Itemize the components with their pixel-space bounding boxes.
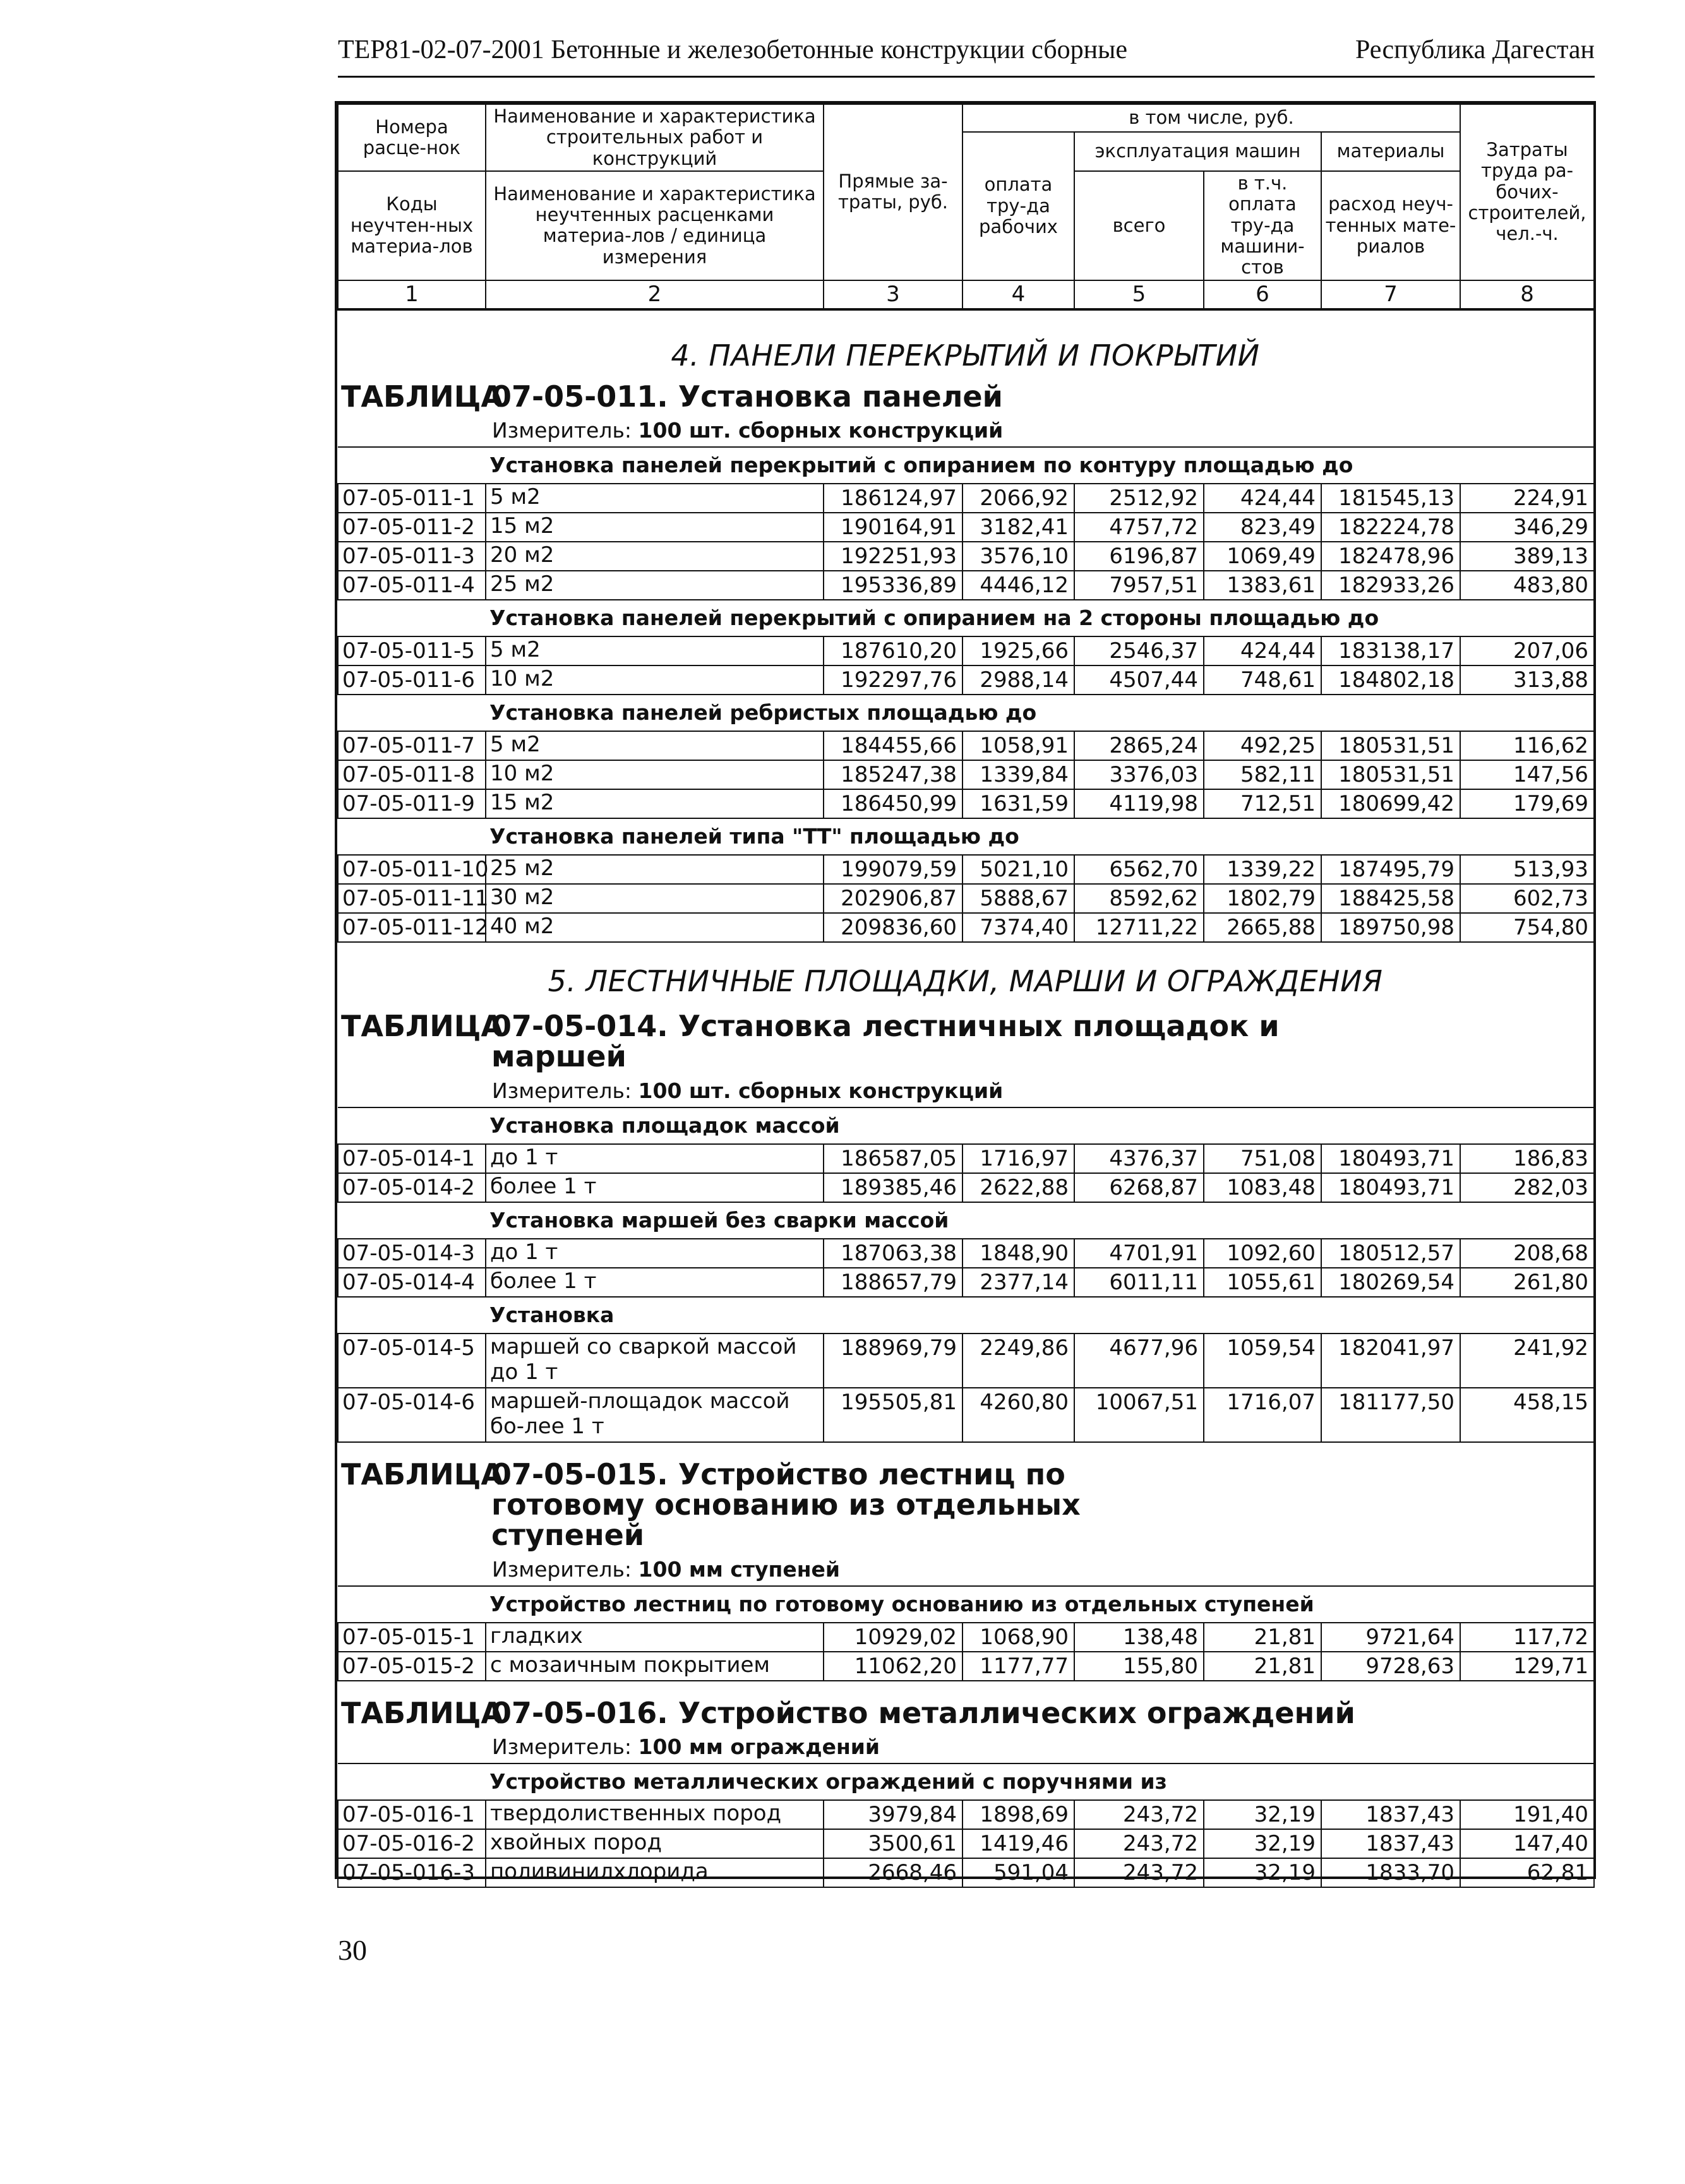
group-title: Установка панелей перекрытий с опиранием по контуру площадью до <box>486 447 1594 484</box>
materials-cost: 182224,78 <box>1321 513 1460 542</box>
machines-total: 3376,03 <box>1074 760 1204 789</box>
materials-cost: 188425,58 <box>1321 884 1460 913</box>
work-description: 5 м2 <box>486 636 824 665</box>
table-title <box>337 1011 1593 1072</box>
labor-hours: 147,56 <box>1460 760 1594 789</box>
column-number: 1 <box>338 280 486 309</box>
work-description: гладких <box>486 1623 824 1652</box>
col-materials-header: материалы <box>1321 132 1460 171</box>
col-unaccounted-materials-header: расход неуч-тенных мате-риалов <box>1321 171 1460 280</box>
direct-costs: 3500,61 <box>824 1829 962 1858</box>
labor-hours: 186,83 <box>1460 1144 1594 1173</box>
work-description: с мозаичным покрытием <box>486 1652 824 1681</box>
operator-wages: 1383,61 <box>1204 571 1321 600</box>
machines-total: 8592,62 <box>1074 884 1204 913</box>
materials-cost: 180269,54 <box>1321 1268 1460 1297</box>
table-row <box>338 484 1594 513</box>
work-description: маршей со сваркой массой до 1 т <box>486 1334 824 1388</box>
column-number: 2 <box>486 280 824 309</box>
operator-wages: 21,81 <box>1204 1652 1321 1681</box>
machines-total: 243,72 <box>1074 1858 1204 1887</box>
materials-cost: 183138,17 <box>1321 636 1460 665</box>
machines-total: 4507,44 <box>1074 665 1204 695</box>
direct-costs: 11062,20 <box>824 1652 962 1681</box>
rate-code: 07-05-011-11 <box>338 884 486 913</box>
machines-total: 4701,91 <box>1074 1239 1204 1268</box>
worker-wages: 1419,46 <box>962 1829 1074 1858</box>
worker-wages: 4446,12 <box>962 571 1074 600</box>
table-row <box>338 1144 1594 1173</box>
operator-wages: 2665,88 <box>1204 913 1321 942</box>
work-description: 10 м2 <box>486 760 824 789</box>
worker-wages: 1848,90 <box>962 1239 1074 1268</box>
materials-cost: 1833,70 <box>1321 1858 1460 1887</box>
work-description: поливинилхлорида <box>486 1858 824 1887</box>
rate-code: 07-05-011-3 <box>338 542 486 571</box>
table-heading: 07-05-014. Установка лестничных площадок и маршей <box>491 1009 1280 1074</box>
operator-wages: 1055,61 <box>1204 1268 1321 1297</box>
col-material-codes-header: Коды неучтен-ных материа-лов <box>338 171 486 280</box>
rate-code: 07-05-011-10 <box>338 855 486 884</box>
worker-wages: 2377,14 <box>962 1268 1074 1297</box>
work-description: 40 м2 <box>486 913 824 942</box>
col-operator-wages-header: в т.ч. оплата тру-да машини-стов <box>1204 171 1321 280</box>
direct-costs: 186587,05 <box>824 1144 962 1173</box>
table-heading: 07-05-015. Устройство лестниц по готовому основанию из отдельных ступеней <box>491 1457 1081 1553</box>
materials-cost: 182041,97 <box>1321 1334 1460 1388</box>
operator-wages: 1716,07 <box>1204 1388 1321 1442</box>
table-row <box>338 1334 1594 1388</box>
table-row <box>338 1800 1594 1829</box>
work-description: 15 м2 <box>486 789 824 818</box>
materials-cost: 180531,51 <box>1321 760 1460 789</box>
operator-wages: 748,61 <box>1204 665 1321 695</box>
work-description: твердолиственных пород <box>486 1800 824 1829</box>
materials-cost: 1837,43 <box>1321 1829 1460 1858</box>
labor-hours: 62,81 <box>1460 1858 1594 1887</box>
materials-cost: 187495,79 <box>1321 855 1460 884</box>
operator-wages: 492,25 <box>1204 731 1321 760</box>
table-meter <box>337 1557 1593 1582</box>
table-row <box>338 665 1594 695</box>
worker-wages: 7374,40 <box>962 913 1074 942</box>
labor-hours: 754,80 <box>1460 913 1594 942</box>
table-label: ТАБЛИЦА <box>341 1457 504 1491</box>
machines-total: 4677,96 <box>1074 1334 1204 1388</box>
worker-wages: 1898,69 <box>962 1800 1074 1829</box>
rate-code: 07-05-011-1 <box>338 484 486 513</box>
column-number: 6 <box>1204 280 1321 309</box>
operator-wages: 1092,60 <box>1204 1239 1321 1268</box>
meter-label: Измеритель: <box>492 418 632 443</box>
table-label: ТАБЛИЦА <box>341 1695 504 1730</box>
direct-costs: 189385,46 <box>824 1173 962 1202</box>
table-label: ТАБЛИЦА <box>341 379 504 414</box>
work-description: 5 м2 <box>486 731 824 760</box>
machines-total: 2865,24 <box>1074 731 1204 760</box>
materials-cost: 181545,13 <box>1321 484 1460 513</box>
col-machines-total-header: всего <box>1074 171 1204 280</box>
table-title <box>337 1459 1593 1551</box>
table-row <box>338 1268 1594 1297</box>
worker-wages: 2988,14 <box>962 665 1074 695</box>
operator-wages: 1339,22 <box>1204 855 1321 884</box>
region-name: Республика Дагестан <box>1355 35 1595 64</box>
materials-cost: 9721,64 <box>1321 1623 1460 1652</box>
group-spacer <box>338 1586 486 1623</box>
operator-wages: 32,19 <box>1204 1858 1321 1887</box>
table-row <box>338 1623 1594 1652</box>
materials-cost: 180512,57 <box>1321 1239 1460 1268</box>
group-spacer <box>338 1297 486 1334</box>
labor-hours: 117,72 <box>1460 1623 1594 1652</box>
direct-costs: 195505,81 <box>824 1388 962 1442</box>
group-title: Устройство металлических ограждений с поручнями из <box>486 1763 1594 1800</box>
group-spacer <box>338 1763 486 1800</box>
column-number: 8 <box>1460 280 1594 309</box>
operator-wages: 751,08 <box>1204 1144 1321 1173</box>
work-description: 10 м2 <box>486 665 824 695</box>
operator-wages: 1083,48 <box>1204 1173 1321 1202</box>
group-title: Установка панелей ребристых площадью до <box>486 695 1594 731</box>
direct-costs: 184455,66 <box>824 731 962 760</box>
labor-hours: 313,88 <box>1460 665 1594 695</box>
direct-costs: 188657,79 <box>824 1268 962 1297</box>
operator-wages: 424,44 <box>1204 484 1321 513</box>
rate-code: 07-05-015-2 <box>338 1652 486 1681</box>
price-table <box>337 1763 1595 1888</box>
meter-value: 100 мм ступеней <box>638 1556 841 1582</box>
direct-costs: 187063,38 <box>824 1239 962 1268</box>
table-row <box>338 913 1594 942</box>
worker-wages: 3182,41 <box>962 513 1074 542</box>
rate-code: 07-05-015-1 <box>338 1623 486 1652</box>
work-description: до 1 т <box>486 1239 824 1268</box>
labor-hours: 208,68 <box>1460 1239 1594 1268</box>
machines-total: 2512,92 <box>1074 484 1204 513</box>
materials-cost: 182478,96 <box>1321 542 1460 571</box>
tables-body <box>337 311 1593 1888</box>
work-description: 5 м2 <box>486 484 824 513</box>
work-description: 30 м2 <box>486 884 824 913</box>
labor-hours: 191,40 <box>1460 1800 1594 1829</box>
col-material-names-header: Наименование и характеристика неучтенных расценками материа-лов / единица измерения <box>486 171 824 280</box>
rate-code: 07-05-014-4 <box>338 1268 486 1297</box>
labor-hours: 224,91 <box>1460 484 1594 513</box>
materials-cost: 189750,98 <box>1321 913 1460 942</box>
materials-cost: 9728,63 <box>1321 1652 1460 1681</box>
column-number: 7 <box>1321 280 1460 309</box>
direct-costs: 186124,97 <box>824 484 962 513</box>
labor-hours: 513,93 <box>1460 855 1594 884</box>
group-row <box>338 695 1594 731</box>
direct-costs: 192251,93 <box>824 542 962 571</box>
table-row <box>338 789 1594 818</box>
worker-wages: 1068,90 <box>962 1623 1074 1652</box>
operator-wages: 1059,54 <box>1204 1334 1321 1388</box>
work-description: 25 м2 <box>486 855 824 884</box>
rate-code: 07-05-011-5 <box>338 636 486 665</box>
materials-cost: 1837,43 <box>1321 1800 1460 1829</box>
machines-total: 7957,51 <box>1074 571 1204 600</box>
column-header-table <box>337 104 1595 311</box>
rate-code: 07-05-014-3 <box>338 1239 486 1268</box>
rate-code: 07-05-011-4 <box>338 571 486 600</box>
table-title <box>337 1695 1593 1730</box>
labor-hours: 207,06 <box>1460 636 1594 665</box>
meter-label: Измеритель: <box>492 1734 632 1759</box>
direct-costs: 192297,76 <box>824 665 962 695</box>
direct-costs: 186450,99 <box>824 789 962 818</box>
col-rate-number-header: Номера расце-нок <box>338 104 486 171</box>
labor-hours: 147,40 <box>1460 1829 1594 1858</box>
rate-code: 07-05-014-5 <box>338 1334 486 1388</box>
worker-wages: 1716,97 <box>962 1144 1074 1173</box>
rate-code: 07-05-016-1 <box>338 1800 486 1829</box>
worker-wages: 5888,67 <box>962 884 1074 913</box>
operator-wages: 32,19 <box>1204 1800 1321 1829</box>
labor-hours: 346,29 <box>1460 513 1594 542</box>
labor-hours: 458,15 <box>1460 1388 1594 1442</box>
machines-total: 6268,87 <box>1074 1173 1204 1202</box>
worker-wages: 3576,10 <box>962 542 1074 571</box>
table-row <box>338 513 1594 542</box>
direct-costs: 2668,46 <box>824 1858 962 1887</box>
direct-costs: 209836,60 <box>824 913 962 942</box>
rate-code: 07-05-011-7 <box>338 731 486 760</box>
direct-costs: 10929,02 <box>824 1623 962 1652</box>
machines-total: 4119,98 <box>1074 789 1204 818</box>
document-title: ТЕР81-02-07-2001 Бетонные и железобетонные конструкции сборные <box>338 35 1128 64</box>
materials-cost: 184802,18 <box>1321 665 1460 695</box>
col-worker-wages-header: оплата тру-да рабочих <box>962 132 1074 280</box>
labor-hours: 389,13 <box>1460 542 1594 571</box>
group-row <box>338 1297 1594 1334</box>
materials-cost: 180493,71 <box>1321 1173 1460 1202</box>
work-description: маршей-площадок массой бо-лее 1 т <box>486 1388 824 1442</box>
table-label: ТАБЛИЦА <box>341 1009 504 1044</box>
table-row <box>338 855 1594 884</box>
operator-wages: 424,44 <box>1204 636 1321 665</box>
machines-total: 4757,72 <box>1074 513 1204 542</box>
table-meter <box>337 1734 1593 1759</box>
materials-cost: 181177,50 <box>1321 1388 1460 1442</box>
operator-wages: 1069,49 <box>1204 542 1321 571</box>
rate-code: 07-05-014-2 <box>338 1173 486 1202</box>
table-row <box>338 571 1594 600</box>
worker-wages: 2249,86 <box>962 1334 1074 1388</box>
meter-value: 100 шт. сборных конструкций <box>638 418 1004 443</box>
operator-wages: 582,11 <box>1204 760 1321 789</box>
rate-code: 07-05-014-1 <box>338 1144 486 1173</box>
group-row <box>338 447 1594 484</box>
table-heading: 07-05-016. Устройство металлических ограждений <box>491 1695 1355 1730</box>
labor-hours: 116,62 <box>1460 731 1594 760</box>
column-number: 5 <box>1074 280 1204 309</box>
worker-wages: 591,04 <box>962 1858 1074 1887</box>
table-row <box>338 731 1594 760</box>
meter-label: Измеритель: <box>492 1078 632 1103</box>
table-row <box>338 1829 1594 1858</box>
meter-value: 100 шт. сборных конструкций <box>638 1078 1004 1103</box>
direct-costs: 195336,89 <box>824 571 962 600</box>
col-direct-costs-header: Прямые за-траты, руб. <box>824 104 962 280</box>
machines-total: 6562,70 <box>1074 855 1204 884</box>
machines-total: 138,48 <box>1074 1623 1204 1652</box>
rate-code: 07-05-011-9 <box>338 789 486 818</box>
materials-cost: 180493,71 <box>1321 1144 1460 1173</box>
group-spacer <box>338 447 486 484</box>
group-spacer <box>338 818 486 855</box>
operator-wages: 823,49 <box>1204 513 1321 542</box>
machines-total: 243,72 <box>1074 1829 1204 1858</box>
machines-total: 243,72 <box>1074 1800 1204 1829</box>
group-row <box>338 1586 1594 1623</box>
table-row <box>338 1858 1594 1887</box>
direct-costs: 3979,84 <box>824 1800 962 1829</box>
rate-code: 07-05-011-2 <box>338 513 486 542</box>
direct-costs: 187610,20 <box>824 636 962 665</box>
table-row <box>338 1239 1594 1268</box>
materials-cost: 180699,42 <box>1321 789 1460 818</box>
header-rule <box>338 76 1595 78</box>
labor-hours: 179,69 <box>1460 789 1594 818</box>
labor-hours: 483,80 <box>1460 571 1594 600</box>
rate-code: 07-05-016-3 <box>338 1858 486 1887</box>
direct-costs: 190164,91 <box>824 513 962 542</box>
labor-hours: 129,71 <box>1460 1652 1594 1681</box>
page-number: 30 <box>338 1934 367 1966</box>
table-meter <box>337 418 1593 443</box>
table-row <box>338 1173 1594 1202</box>
machines-total: 155,80 <box>1074 1652 1204 1681</box>
col-machines-header: эксплуатация машин <box>1074 132 1321 171</box>
table-row <box>338 1388 1594 1442</box>
machines-total: 12711,22 <box>1074 913 1204 942</box>
col-labor-hours-header: Затраты труда ра-бочих-строителей, чел.-ч. <box>1460 104 1594 280</box>
rate-code: 07-05-011-6 <box>338 665 486 695</box>
price-table <box>337 446 1595 943</box>
price-table-frame <box>335 101 1596 1885</box>
worker-wages: 4260,80 <box>962 1388 1074 1442</box>
worker-wages: 1058,91 <box>962 731 1074 760</box>
table-title <box>337 381 1593 412</box>
section-title: 5. ЛЕСТНИЧНЫЕ ПЛОЩАДКИ, МАРШИ И ОГРАЖДЕНИЯ <box>548 964 1383 999</box>
group-row <box>338 1202 1594 1239</box>
page-header <box>338 35 1595 79</box>
table-row <box>338 884 1594 913</box>
table-row <box>338 636 1594 665</box>
group-title: Установка маршей без сварки массой <box>486 1202 1594 1239</box>
group-row <box>338 818 1594 855</box>
machines-total: 6196,87 <box>1074 542 1204 571</box>
machines-total: 10067,51 <box>1074 1388 1204 1442</box>
column-number: 3 <box>824 280 962 309</box>
price-table <box>337 1585 1595 1681</box>
materials-cost: 180531,51 <box>1321 731 1460 760</box>
work-description: 20 м2 <box>486 542 824 571</box>
worker-wages: 1339,84 <box>962 760 1074 789</box>
direct-costs: 185247,38 <box>824 760 962 789</box>
group-spacer <box>338 600 486 636</box>
worker-wages: 2066,92 <box>962 484 1074 513</box>
machines-total: 4376,37 <box>1074 1144 1204 1173</box>
group-row <box>338 1763 1594 1800</box>
table-heading: 07-05-011. Установка панелей <box>491 379 1003 414</box>
table-row <box>338 760 1594 789</box>
col-work-name-header: Наименование и характеристика строительных работ и конструкций <box>486 104 824 171</box>
operator-wages: 21,81 <box>1204 1623 1321 1652</box>
direct-costs: 202906,87 <box>824 884 962 913</box>
group-title: Установка панелей перекрытий с опиранием на 2 стороны площадью до <box>486 600 1594 636</box>
group-spacer <box>338 1107 486 1144</box>
worker-wages: 1925,66 <box>962 636 1074 665</box>
worker-wages: 1631,59 <box>962 789 1074 818</box>
col-including-header: в том числе, руб. <box>962 104 1460 132</box>
machines-total: 2546,37 <box>1074 636 1204 665</box>
labor-hours: 602,73 <box>1460 884 1594 913</box>
work-description: 15 м2 <box>486 513 824 542</box>
work-description: более 1 т <box>486 1173 824 1202</box>
group-title: Установка площадок массой <box>486 1107 1594 1144</box>
worker-wages: 5021,10 <box>962 855 1074 884</box>
group-spacer <box>338 695 486 731</box>
labor-hours: 241,92 <box>1460 1334 1594 1388</box>
table-row <box>338 1652 1594 1681</box>
machines-total: 6011,11 <box>1074 1268 1204 1297</box>
work-description: до 1 т <box>486 1144 824 1173</box>
column-numbers-row <box>338 280 1594 309</box>
labor-hours: 282,03 <box>1460 1173 1594 1202</box>
rate-code: 07-05-016-2 <box>338 1829 486 1858</box>
operator-wages: 712,51 <box>1204 789 1321 818</box>
rate-code: 07-05-014-6 <box>338 1388 486 1442</box>
direct-costs: 188969,79 <box>824 1334 962 1388</box>
worker-wages: 1177,77 <box>962 1652 1074 1681</box>
rate-code: 07-05-011-8 <box>338 760 486 789</box>
table-meter <box>337 1078 1593 1103</box>
group-spacer <box>338 1202 486 1239</box>
column-number: 4 <box>962 280 1074 309</box>
labor-hours: 261,80 <box>1460 1268 1594 1297</box>
work-description: более 1 т <box>486 1268 824 1297</box>
rate-code: 07-05-011-12 <box>338 913 486 942</box>
materials-cost: 182933,26 <box>1321 571 1460 600</box>
group-title: Установка панелей типа "ТТ" площадью до <box>486 818 1594 855</box>
group-row <box>338 600 1594 636</box>
group-title: Установка <box>486 1297 1594 1334</box>
table-row <box>338 542 1594 571</box>
operator-wages: 32,19 <box>1204 1829 1321 1858</box>
meter-value: 100 мм ограждений <box>638 1734 880 1759</box>
price-table <box>337 1107 1595 1443</box>
section-title: 4. ПАНЕЛИ ПЕРЕКРЫТИЙ И ПОКРЫТИЙ <box>671 338 1260 373</box>
group-row <box>338 1107 1594 1144</box>
work-description: 25 м2 <box>486 571 824 600</box>
group-title: Устройство лестниц по готовому основанию из отдельных ступеней <box>486 1586 1594 1623</box>
direct-costs: 199079,59 <box>824 855 962 884</box>
worker-wages: 2622,88 <box>962 1173 1074 1202</box>
work-description: хвойных пород <box>486 1829 824 1858</box>
meter-label: Измеритель: <box>492 1556 632 1582</box>
operator-wages: 1802,79 <box>1204 884 1321 913</box>
